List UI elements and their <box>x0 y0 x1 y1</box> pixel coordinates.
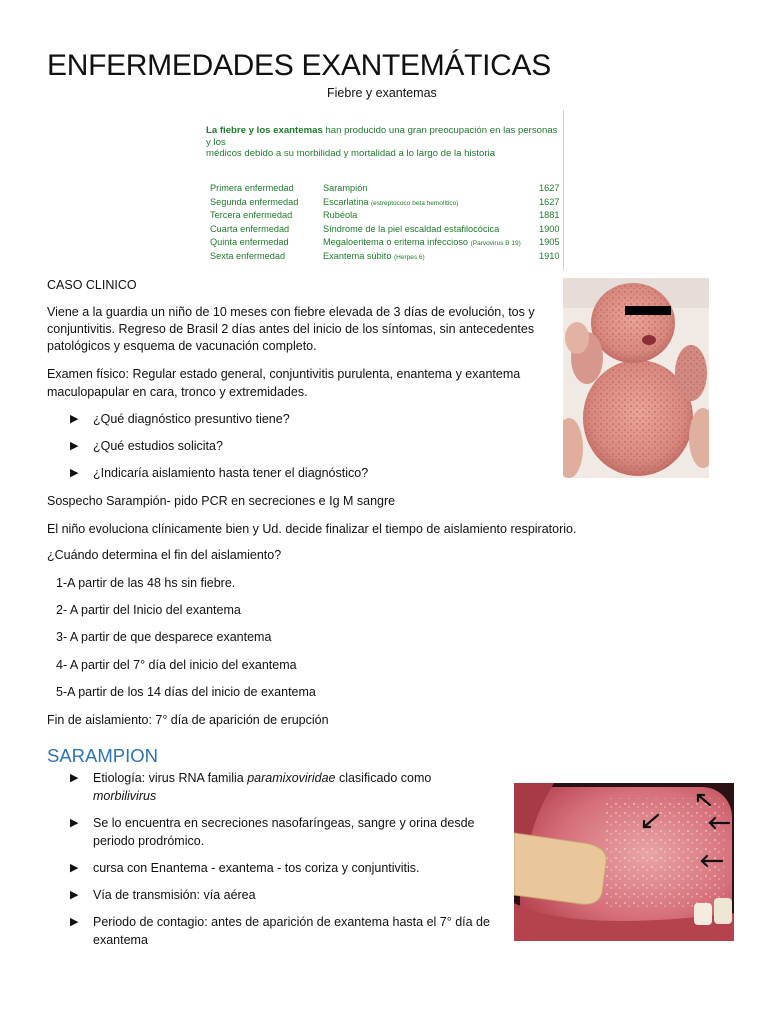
row-disease-name <box>323 224 499 234</box>
sarampion-secretions-line-2: periodo prodrómico. <box>93 834 205 848</box>
option-item: 3- A partir de que desparece exantema <box>56 630 272 644</box>
case-heading: CASO CLINICO <box>47 278 137 292</box>
row-year: 1900 <box>539 223 560 234</box>
row-disease-number: Segunda enfermedad <box>210 196 299 207</box>
bullet-arrow-icon: ▶ <box>70 889 79 901</box>
figure-intro <box>206 125 561 160</box>
row-disease-label: Megaloeritema o eritema infeccioso <box>323 237 469 247</box>
row-disease-label: Rubéola <box>323 210 358 220</box>
case-paragraph-1-line-1: Viene a la guardia un niño de 10 meses con fiebre elevada de 3 días de evolución, tos y <box>47 305 535 319</box>
bullet-arrow-icon: ▶ <box>70 413 79 425</box>
row-disease-note: (Parvovirus B 19) <box>470 240 521 247</box>
koplik-spots-photo <box>514 783 734 941</box>
sarampion-secretions-line-1: Se lo encuentra en secreciones nasofaríngeas, sangre y orina desde <box>93 816 475 830</box>
bullet-arrow-icon: ▶ <box>70 467 79 479</box>
row-year: 1627 <box>539 196 560 207</box>
figure-intro-bold: La fiebre y los exantemas <box>206 125 323 136</box>
row-disease-label: Escarlatina <box>323 196 369 207</box>
sarampion-course: cursa con Enantema - exantema - tos coriza y conjuntivitis. <box>93 861 420 875</box>
sarampion-contagion-line-1: Periodo de contagio: antes de aparición de exantema hasta el 7° día de <box>93 915 490 929</box>
row-year: 1627 <box>539 183 560 193</box>
row-disease-number: Sexta enfermedad <box>210 250 286 261</box>
row-disease-number: Quinta enfermedad <box>210 237 289 247</box>
row-year: 1905 <box>539 237 560 247</box>
question-item: ¿Qué diagnóstico presuntivo tiene? <box>93 412 290 426</box>
figure-table-row <box>198 183 564 196</box>
option-item: 1-A partir de las 48 hs sin fiebre. <box>56 576 236 590</box>
bullet-arrow-icon: ▶ <box>70 916 79 928</box>
question-item: ¿Indicaría aislamiento hasta tener el diagnóstico? <box>93 466 369 480</box>
option-item: 2- A partir del Inicio del exantema <box>56 603 241 617</box>
row-year: 1910 <box>539 250 560 261</box>
exanthem-history-figure <box>198 110 564 270</box>
page-title: ENFERMEDADES EXANTEMÁTICAS <box>47 49 551 82</box>
figure-table-row <box>198 237 564 250</box>
bullet-arrow-icon: ▶ <box>70 772 79 784</box>
suspicion-text: Sospecho Sarampión- pido PCR en secreciones e Ig M sangre <box>47 494 396 508</box>
case-paragraph-1-line-2: conjuntivitis. Regreso de Brasil 2 días antes del inicio de los síntomas, sin antecedentes <box>47 322 535 336</box>
row-disease-number: Tercera enfermedad <box>210 210 293 220</box>
exam-paragraph-line-1: Examen físico: Regular estado general, conjuntivitis purulenta, enantema y exantema <box>47 367 521 381</box>
figure-table-row <box>198 210 564 223</box>
sarampion-etiology <box>93 770 431 788</box>
figure-table-row <box>198 197 564 210</box>
row-disease-note: (estreptococo beta hemolítico) <box>371 199 459 207</box>
case-paragraph-1-line-3: patológicos y esquema de vacunación completo. <box>47 339 317 353</box>
infant-rash-photo <box>563 278 709 478</box>
exam-paragraph-line-2: maculopapular en cara, tronco y extremidades. <box>47 385 308 399</box>
sarampion-transmission: Vía de transmisión: vía aérea <box>93 888 256 902</box>
bullet-arrow-icon: ▶ <box>70 862 79 874</box>
row-disease-name <box>323 197 458 207</box>
figure-table-row <box>198 251 564 264</box>
row-year: 1881 <box>539 210 560 220</box>
page-subtitle: Fiebre y exantemas <box>327 86 437 100</box>
end-isolation-question: ¿Cuándo determina el fin del aislamiento? <box>47 548 282 562</box>
row-disease-name <box>323 251 425 261</box>
row-disease-name <box>323 183 367 193</box>
figure-intro-text: han producido una gran preocupación en las personas y los <box>206 125 558 148</box>
etiology-text-post: clasificado como <box>335 771 432 785</box>
answer-text: Fin de aislamiento: 7° día de aparición de erupción <box>47 713 329 727</box>
section-title-sarampion: SARAMPION <box>47 745 159 766</box>
row-disease-name <box>323 210 357 220</box>
etiology-text: Etiología: virus RNA familia <box>93 771 248 785</box>
bullet-arrow-icon: ▶ <box>70 817 79 829</box>
row-disease-label: Sarampión <box>323 183 368 193</box>
etiology-genus: morbilivirus <box>93 789 157 803</box>
row-disease-note: (Herpes 6) <box>394 253 425 261</box>
question-item: ¿Qué estudios solicita? <box>93 439 223 453</box>
row-disease-label: Exantema súbito <box>323 250 392 261</box>
row-disease-label: Síndrome de la piel escaldad estafilocócica <box>323 223 500 234</box>
option-item: 4- A partir del 7° día del inicio del exantema <box>56 658 297 672</box>
evolution-text: El niño evoluciona clínicamente bien y Ud. decide finalizar el tiempo de aislamiento respiratorio. <box>47 522 577 536</box>
figure-intro-text-2: médicos debido a su morbilidad y mortalidad a lo largo de la historia <box>206 148 496 159</box>
row-disease-number: Cuarta enfermedad <box>210 223 290 234</box>
row-disease-number: Primera enfermedad <box>210 183 294 193</box>
sarampion-contagion-line-2: exantema <box>93 933 148 947</box>
etiology-family: paramixoviridae <box>247 771 336 785</box>
row-disease-name <box>323 237 521 247</box>
figure-table-row <box>198 224 564 237</box>
bullet-arrow-icon: ▶ <box>70 440 79 452</box>
option-item: 5-A partir de los 14 días del inicio de exantema <box>56 685 316 699</box>
